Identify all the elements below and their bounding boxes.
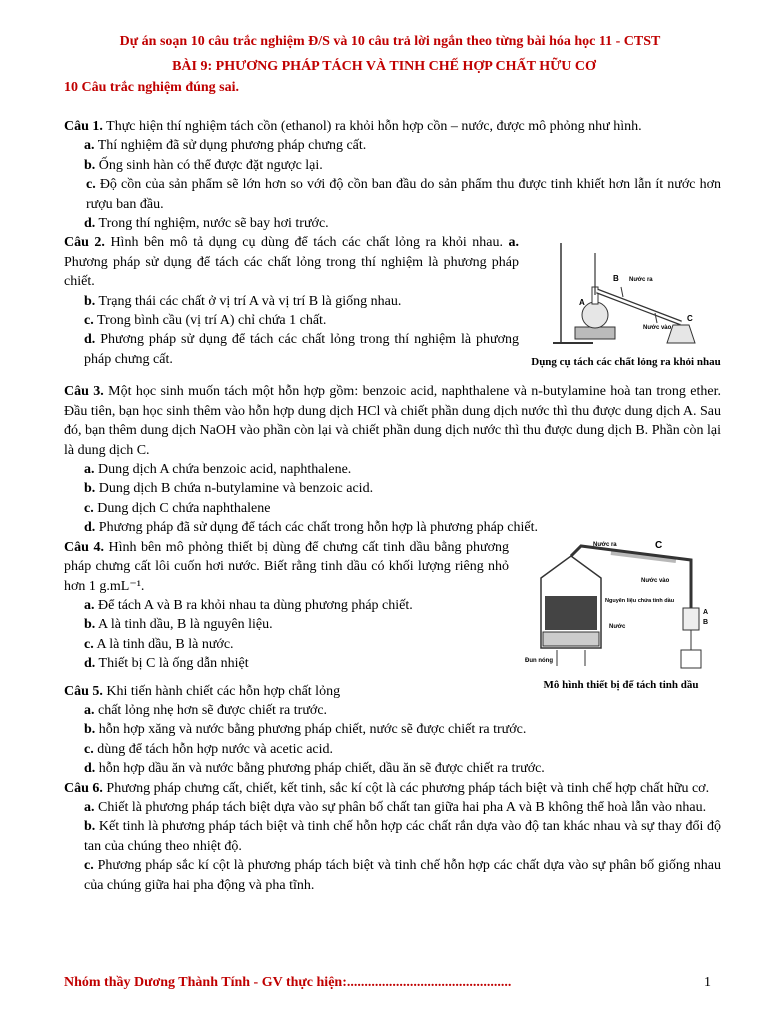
svg-text:Nước vào: Nước vào [641, 577, 670, 584]
document-footer: Nhóm thầy Dương Thành Tính - GV thực hiện:............................................... [64, 975, 512, 990]
q6-option-c: c. Phương pháp sắc kí cột là phương pháp tách biệt và tinh chế hỗn hợp các chất dựa vào sự phân bố giống nhau của chúng giữa hai pha động và pha tĩnh. [84, 858, 721, 893]
svg-text:Đun nóng: Đun nóng [525, 657, 553, 664]
svg-text:Nước: Nước [609, 623, 626, 630]
figure-caption: Dụng cụ tách các chất lỏng ra khỏi nhau [531, 356, 721, 369]
question-3 [64, 382, 721, 460]
q3-option-d: d. Phương pháp đã sử dụng để tách các chất trong hỗn hợp là phương pháp chiết. [84, 520, 538, 536]
q5-option-c: c. dùng để tách hỗn hợp nước và acetic acid. [84, 741, 334, 757]
question-label: Câu 2. [64, 235, 105, 251]
question-text: Hình bên mô phỏng thiết bị dùng để chưng cất tinh dầu bằng phương pháp chưng cất lôi cuốn hơi nước. Biết rằng tinh dầu có khối lượng riêng nhỏ hơn 1 g.mL⁻¹. [64, 539, 509, 594]
svg-text:Nước ra: Nước ra [593, 541, 617, 548]
q3-option-a: a. Dung dịch A chứa benzoic acid, naphthalene. [84, 462, 352, 478]
question-label: Câu 6. [64, 780, 103, 796]
distillation-apparatus-icon [531, 235, 721, 353]
question-label: Câu 1. [64, 119, 103, 134]
q3-option-c: c. Dung dịch C chứa naphthalene [84, 500, 271, 516]
svg-text:A: A [703, 608, 709, 616]
svg-text:A: A [579, 298, 585, 308]
q2-option-c: c. Trong bình cầu (vị trí A) chỉ chứa 1 chất. [84, 313, 327, 329]
question-label: Câu 5. [64, 683, 103, 699]
q5-option-d: d. hỗn hợp dầu ăn và nước bằng phương pháp chiết, dầu ăn sẽ được chiết ra trước. [84, 761, 545, 777]
question-1 [64, 117, 721, 136]
lesson-title: BÀI 9: PHƯƠNG PHÁP TÁCH VÀ TINH CHẾ HỢP CHẤT HỮU CƠ [172, 59, 596, 74]
page-number: 1 [704, 975, 711, 990]
document-body [64, 117, 721, 895]
question-6 [64, 779, 721, 798]
q4-option-c: c. A là tinh dầu, B là nước. [84, 636, 234, 652]
q6-option-a: a. Chiết là phương pháp tách biệt dựa vào sự phân bố chất tan giữa hai pha A và B không thể hoà lẫn vào nhau. [84, 799, 707, 815]
svg-text:Nước vào: Nước vào [643, 325, 672, 332]
q1-option-b: b. Ống sinh hàn có thể được đặt ngược lại. [84, 157, 323, 173]
q1-option-c: c. Độ cồn của sản phẩm sẽ lớn hơn so với độ cồn ban đầu do sản phẩm thu được tinh khiết hơn lẫn ít nước hơn rượu ban đầu. [86, 177, 721, 212]
question-text: Khi tiến hành chiết các hỗn hợp chất lỏng [102, 683, 341, 699]
steam-distillation-apparatus-icon [521, 538, 721, 676]
figure-caption: Mô hình thiết bị để tách tinh dầu [543, 678, 699, 691]
document-header: Dự án soạn 10 câu trắc nghiệm Đ/S và 10 câu trả lời ngắn theo từng bài hóa học 11 - CTST [119, 34, 661, 49]
essential-oil-figure [521, 538, 721, 691]
svg-text:Nước ra: Nước ra [629, 277, 653, 284]
distillation-figure [531, 235, 721, 368]
svg-text:C: C [655, 539, 663, 551]
question-text: Một học sinh muốn tách một hỗn hợp gồm: benzoic acid, naphthalene và n-butylamine hoà tan trong ether. Đầu tiên, bạn học sinh thêm vào hỗn hợp dung dịch HCl và chiết phần dung dịch nước thì thu được dung dịch A. Sau đó, bạn thêm dung dịch NaOH vào phần còn lại và chiết phần dung dịch nước thì thu được dung dịch B. Phần còn lại là dung dịch C. [64, 384, 721, 458]
q6-option-b: b. Kết tinh là phương pháp tách biệt và tinh chế hỗn hợp các chất rắn dựa vào độ tan khác nhau và sự thay đổi độ tan của chúng theo nhiệt độ. [84, 819, 721, 854]
q1-option-d: d. Trong thí nghiệm, nước sẽ bay hơi trước. [84, 216, 329, 232]
svg-text:C: C [687, 314, 693, 324]
svg-text:B: B [613, 274, 619, 284]
svg-text:Nguyên liệu chứa tinh dầu: Nguyên liệu chứa tinh dầu [605, 597, 675, 604]
question-2: Câu 2. Hình bên mô tả dụng cụ dùng để tách các chất lỏng ra khỏi nhau. a. Phương pháp sử dụng để tách các chất lỏng trong thí nghiệm là phương pháp chiết. [64, 235, 520, 290]
q1-option-a: a. Thí nghiệm đã sử dụng phương pháp chưng cất. [84, 138, 367, 154]
q4-option-a: a. Để tách A và B ra khỏi nhau ta dùng phương pháp chiết. [84, 597, 413, 613]
q5-option-a: a. chất lỏng nhẹ hơn sẽ được chiết ra trước. [84, 702, 328, 718]
question-text: Hình bên mô tả dụng cụ dùng để tách các chất lỏng ra khỏi nhau. [104, 235, 503, 251]
q2-option-d: d. Phương pháp sử dụng để tách các chất lỏng trong thí nghiệm là phương pháp chưng cất. [84, 332, 519, 367]
svg-text:B: B [703, 618, 709, 626]
q4-option-d: d. Thiết bị C là ống dẫn nhiệt [84, 656, 249, 672]
q2-option-b: b. Trạng thái các chất ở vị trí A và vị trí B là giống nhau. [84, 293, 402, 309]
section-title: 10 Câu trắc nghiệm đúng sai. [64, 80, 240, 95]
question-text: Phương pháp chưng cất, chiết, kết tinh, sắc kí cột là các phương pháp tách biệt và tinh chế hợp chất hữu cơ. [102, 780, 710, 796]
question-label: Câu 4. [64, 539, 104, 555]
question-label: Câu 3. [64, 384, 104, 400]
q5-option-b: b. hỗn hợp xăng và nước bằng phương pháp chiết, nước sẽ được chiết ra trước. [84, 722, 527, 738]
q3-option-b: b. Dung dịch B chứa n-butylamine và benzoic acid. [84, 481, 374, 497]
question-text: Thực hiện thí nghiệm tách cồn (ethanol) ra khỏi hỗn hợp cồn – nước, được mô phỏng như hình. [102, 119, 642, 134]
q4-option-b: b. A là tinh dầu, B là nguyên liệu. [84, 617, 273, 633]
q2-option-a: Phương pháp sử dụng để tách các chất lỏng trong thí nghiệm là phương pháp chiết. [64, 254, 519, 290]
